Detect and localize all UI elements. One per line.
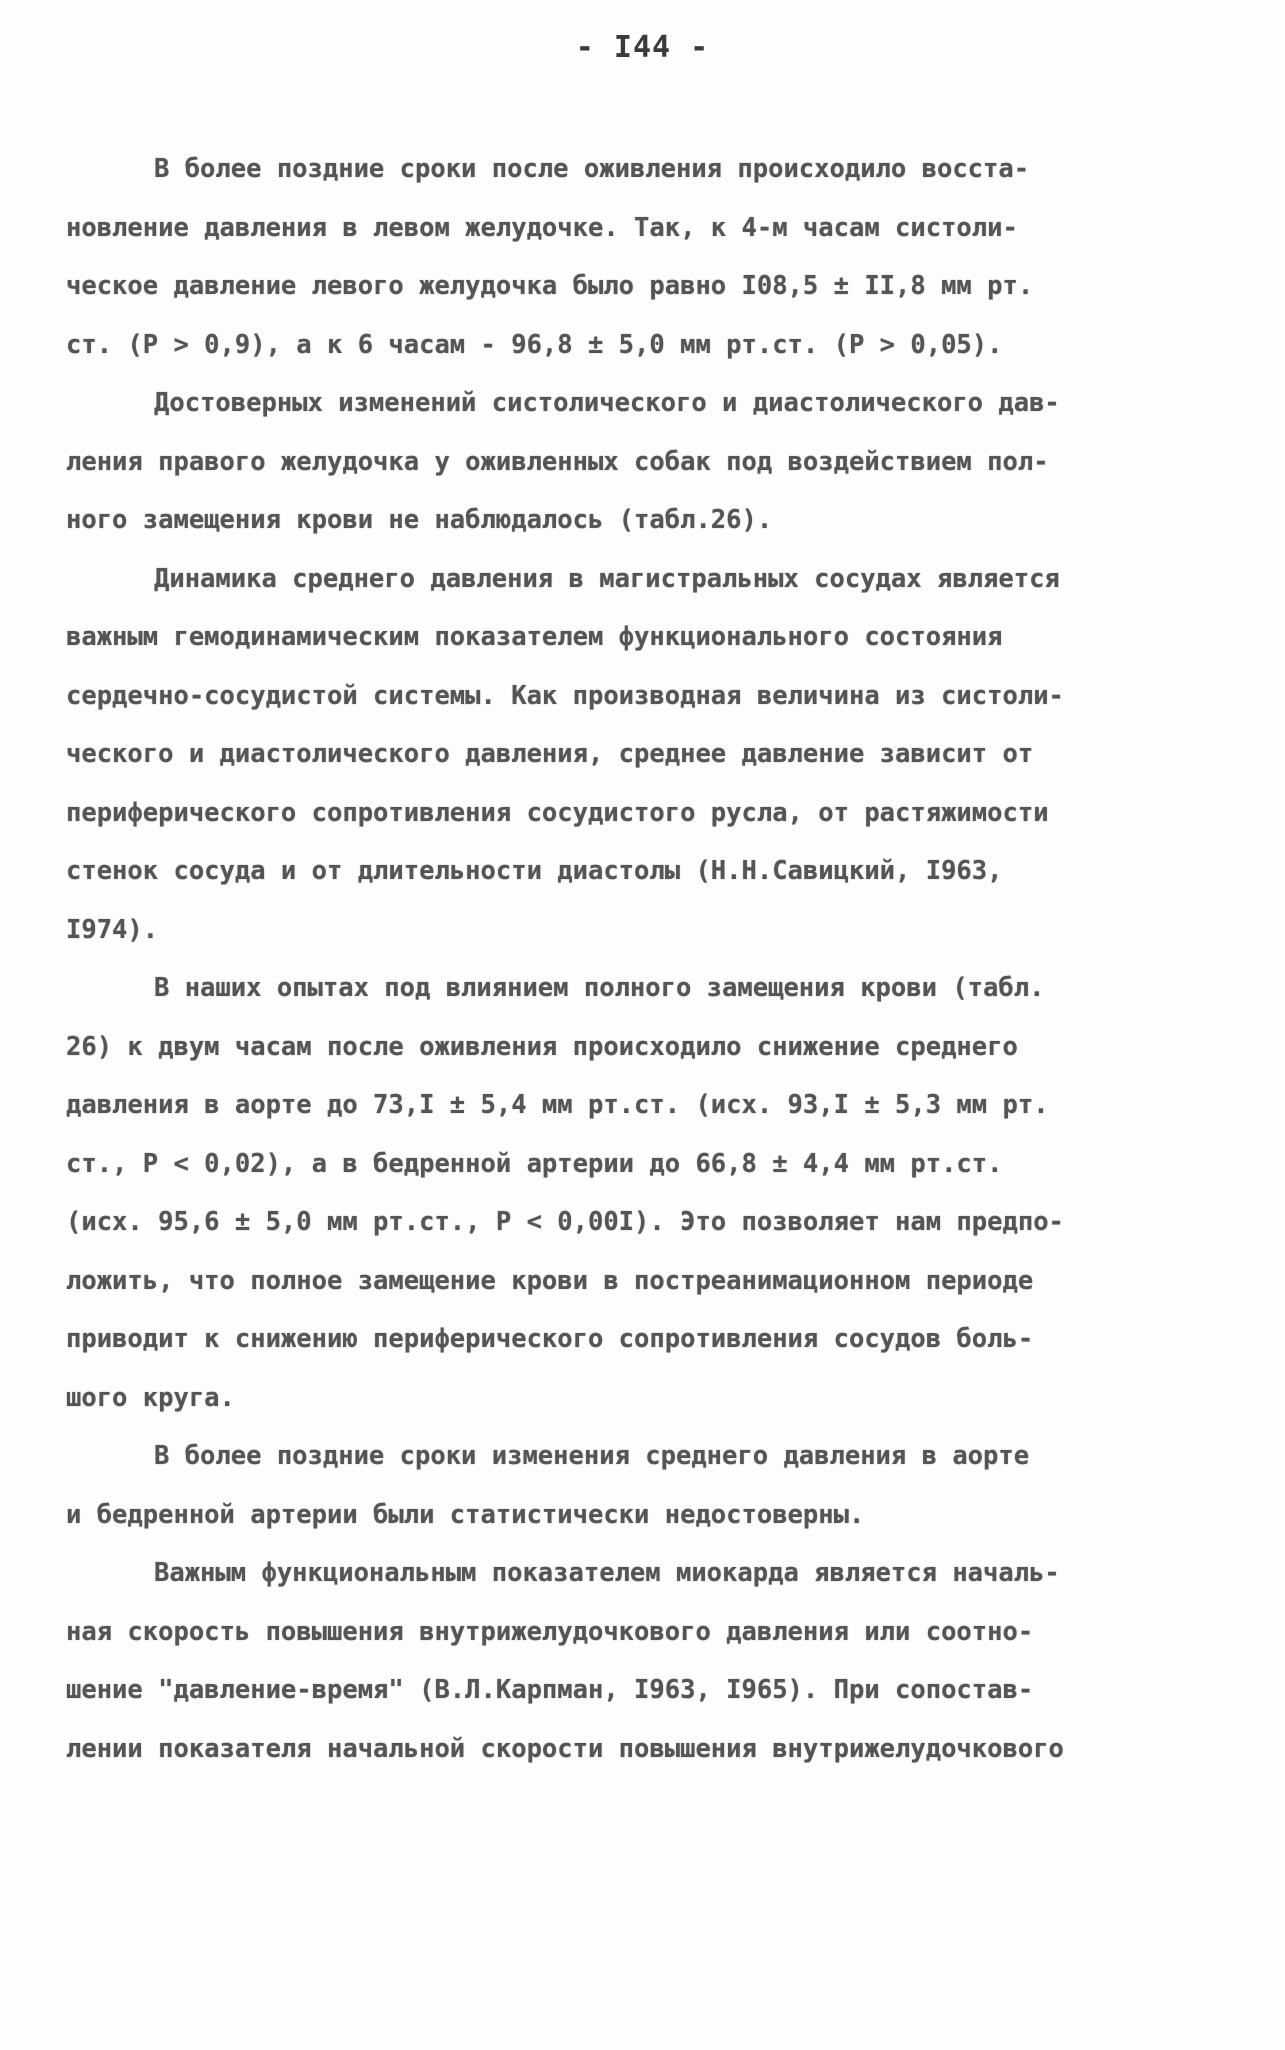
text-line: важным гемодинамическим показателем функционального состояния: [66, 622, 1003, 652]
text-line: и бедренной артерии были статистически недостоверны.: [66, 1499, 865, 1530]
text-line: стенок сосуда и от длительности диастолы (Н.Н.Савицкий, I963,: [66, 856, 1003, 886]
text-line: новление давления в левом желудочке. Так, к 4-м часам систоли-: [66, 212, 1018, 243]
text-line: ного замещения крови не наблюдалось (табл.26).: [66, 505, 773, 535]
text-line: ст. (P > 0,9), а к 6 часам - 96,8 ± 5,0 мм рт.ст. (P > 0,05).: [66, 329, 1003, 360]
text-line: ная скорость повышения внутрижелудочкового давления или соотно-: [66, 1616, 1034, 1647]
text-line: давления в аорте до 73,I ± 5,4 мм рт.ст. (исх. 93,I ± 5,3 мм рт.: [66, 1090, 1049, 1120]
paragraph-first-line: Динамика среднего давления в магистральных сосудах является: [154, 563, 1060, 594]
paragraph-first-line: В наших опытах под влиянием полного замещения крови (табл.: [154, 973, 1045, 1003]
paragraph: [66, 1544, 1206, 1778]
paragraph-first-line: Важным функциональным показателем миокарда является началь-: [154, 1558, 1060, 1588]
text-line: лении показателя начальной скорости повышения внутрижелудочкового: [66, 1733, 1064, 1764]
paragraph: [66, 140, 1206, 374]
text-line: 26) к двум часам после оживления происходило снижение среднего: [66, 1031, 1018, 1062]
paragraph: [66, 1427, 1206, 1544]
text-line: ческое давление левого желудочка было равно I08,5 ± II,8 мм рт.: [66, 271, 1034, 301]
text-line: периферического сопротивления сосудистого русла, от растяжимости: [66, 797, 1049, 828]
text-line: (исх. 95,6 ± 5,0 мм рт.ст., P < 0,00I). Это позволяет нам предпо-: [66, 1207, 1064, 1237]
text-line: ст., P < 0,02), а в бедренной артерии до 66,8 ± 4,4 мм рт.ст.: [66, 1148, 1003, 1179]
text-line: сердечно-сосудистой системы. Как производная величина из систоли-: [66, 680, 1064, 711]
body-text: [66, 140, 1206, 1778]
text-line: шение "давление-время" (В.Л.Карпман, I963, I965). При сопостав-: [66, 1675, 1034, 1705]
text-line: шого круга.: [66, 1382, 235, 1413]
paragraph: [66, 550, 1206, 960]
text-line: I974).: [66, 914, 159, 945]
text-line: ложить, что полное замещение крови в постреанимационном периоде: [66, 1265, 1034, 1296]
paragraph-first-line: Достоверных изменений систолического и диастолического дав-: [154, 388, 1060, 418]
paragraph: [66, 959, 1206, 1427]
paragraph-first-line: В более поздние сроки после оживления происходило восста-: [154, 154, 1030, 184]
paragraph-first-line: В более поздние сроки изменения среднего давления в аорте: [154, 1441, 1030, 1471]
text-line: приводит к снижению периферического сопротивления сосудов боль-: [66, 1324, 1034, 1354]
text-line: ления правого желудочка у оживленных собак под воздействием пол-: [66, 446, 1049, 477]
paragraph: [66, 374, 1206, 550]
page-number: - I44 -: [575, 30, 710, 65]
text-line: ческого и диастолического давления, среднее давление зависит от: [66, 739, 1034, 769]
